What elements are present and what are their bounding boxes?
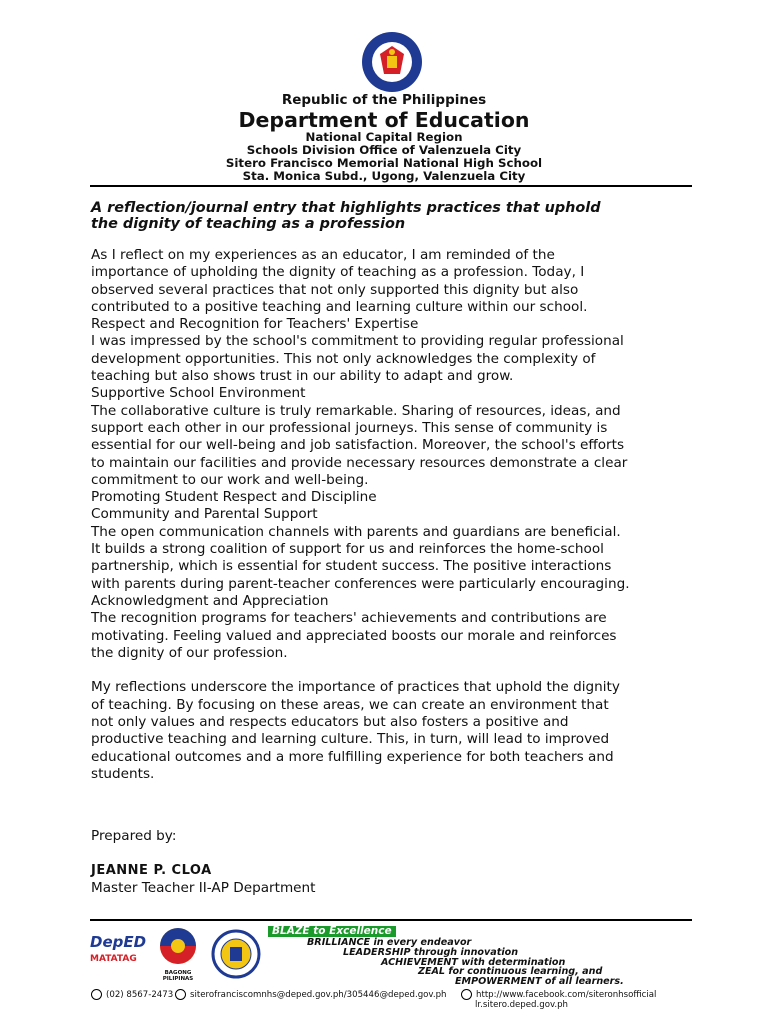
section-heading: Promoting Student Respect and Discipline [91,489,377,506]
prepared-by-label: Prepared by: [91,828,177,844]
conclusion-line: not only values and respects educators but also fosters a positive and [91,714,569,731]
deped-seal-logo [354,30,430,94]
body-line: partnership, which is essential for student success. The positive interactions [91,558,612,575]
contact-facebook[interactable] [461,989,656,1000]
body-line: with parents during parent-teacher conferences were particularly encouraging. [91,575,630,592]
conclusion-line: productive teaching and learning culture. This, in turn, will lead to improved [91,731,610,748]
signatory-name: JEANNE P. CLOA [91,863,212,878]
body-line: teaching but also shows trust in our ability to adapt and grow. [91,368,514,385]
contact-email[interactable] [175,989,446,1000]
section-heading: Acknowledgment and Appreciation [91,592,329,609]
region-name: National Capital Region [305,130,463,144]
department-name: Department of Education [238,108,530,132]
school-seal-icon [211,929,261,979]
phone-number: (02) 8567-2473 [106,990,174,1000]
body-line: to maintain our facilities and provide necessary resources demonstrate a clear [91,454,628,471]
body-line: contributed to a positive teaching and learning culture within our school. [91,298,588,315]
conclusion-line: My reflections underscore the importance of practices that uphold the dignity [91,679,620,696]
motto-title: BLAZE to Excellence [268,926,396,937]
body-line: commitment to our work and well-being. [91,471,369,488]
body-line: The open communication channels with parents and guardians are beneficial. [91,523,621,540]
contact-website[interactable] [475,1000,568,1010]
motto-line: EMPOWERMENT of all learners. [455,976,624,987]
body-line: The collaborative culture is truly remarkable. Sharing of resources, ideas, and [91,402,621,419]
division-name: Schools Division Office of Valenzuela City [246,143,522,157]
reflection-body [91,247,699,783]
body-line: I was impressed by the school's commitment to providing regular professional [91,333,624,350]
title-line: the dignity of teaching as a profession [91,216,406,232]
bagong-pilipinas-icon [155,926,201,966]
school-name: Sitero Francisco Memorial National High School [225,156,543,170]
body-line: importance of upholding the dignity of teaching as a profession. Today, I [91,264,585,281]
motto-line: BRILLIANCE in every endeavor [307,937,472,948]
body-line: observed several practices that not only supported this dignity but also [91,281,579,298]
body-line: The recognition programs for teachers' achievements and contributions are [91,610,607,627]
website-link[interactable]: lr.sitero.deped.gov.ph [475,1000,569,1010]
facebook-link[interactable]: http://www.facebook.com/siteronhsofficial [476,990,657,1000]
country-name: Republic of the Philippines [281,92,487,108]
body-line: development opportunities. This not only acknowledges the complexity of [91,350,596,367]
bagong-pilipinas-wordmark: BAGONG PILIPINAS [162,970,194,982]
contact-phone [91,989,173,1000]
section-heading: Supportive School Environment [91,385,306,402]
conclusion-line: students. [91,765,155,782]
document-title [91,200,701,232]
facebook-icon [461,989,472,1000]
body-line: motivating. Feeling valued and appreciated boosts our morale and reinforces [91,627,617,644]
conclusion-line: educational outcomes and a more fulfilling experience for both teachers and [91,748,614,765]
motto-line: ZEAL for continuous learning, and [418,966,603,977]
conclusion-line: of teaching. By focusing on these areas, we can create an environment that [91,696,609,713]
deped-matatag-logo [90,934,145,964]
body-line: As I reflect on my experiences as an educator, I am reminded of the [91,247,555,263]
signatory-position: Master Teacher II-AP Department [91,880,316,896]
email-icon [175,989,186,1000]
motto-line: LEADERSHIP through innovation [343,947,519,958]
email-address[interactable]: siterofranciscomnhs@deped.gov.ph/305446@deped.gov.ph [190,990,447,1000]
bagong-pilipinas-logo [150,926,206,982]
phone-icon [91,989,102,1000]
body-line: It builds a strong coalition of support for us and reinforces the home-school [91,541,604,558]
section-heading: Community and Parental Support [91,506,318,523]
deped-wordmark: DepED [90,933,147,951]
matatag-wordmark: MATATAG [90,954,137,964]
header-divider [90,185,692,187]
motto-line: ACHIEVEMENT with determination [381,957,566,968]
body-line: the dignity of our profession. [91,644,288,661]
school-address: Sta. Monica Subd., Ugong, Valenzuela City [242,169,526,183]
title-line: A reflection/journal entry that highlights practices that uphold [91,200,601,216]
footer-divider [90,919,692,921]
section-heading: Respect and Recognition for Teachers' Expertise [91,316,419,333]
body-line: support each other in our professional journeys. This sense of community is [91,419,608,436]
body-line: essential for our well-being and job satisfaction. Moreover, the school's efforts [91,437,625,454]
